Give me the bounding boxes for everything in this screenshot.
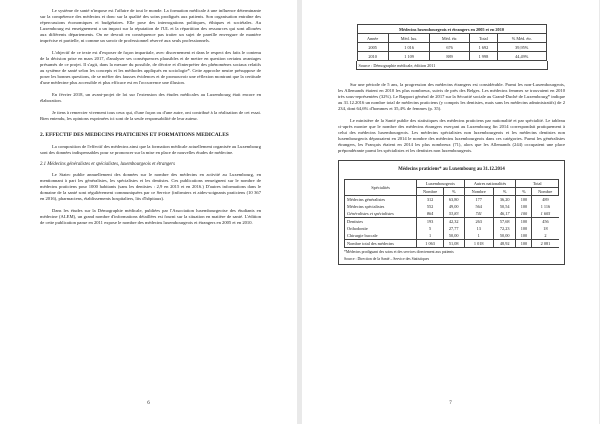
table-cell: 44,49% xyxy=(498,52,546,61)
table-cell: 49,00 xyxy=(443,203,464,210)
table-title: Médecins praticiens* au Luxembourg au 31.12.2014 xyxy=(398,167,505,172)
table-total-row xyxy=(345,240,559,248)
paragraph: Dans les études sur la Démographie médicale, publiées par l'Association luxembourgeoise des étudiants en médecine (ALEM), un grand nombre d'informations détaillées est fourni sur la situation en matière de santé. L'édition de cette publication parue en 2011 expose le nombre des médecins luxembourgeois et étrangers en 2005 et en 2010. xyxy=(40,208,261,225)
right-page xyxy=(302,0,599,424)
table-cell: 100 xyxy=(516,196,532,204)
page-number: 6 xyxy=(147,401,150,406)
table-cell: 552 xyxy=(417,203,444,210)
table-cell: Médecins généralistes xyxy=(345,196,417,204)
table-subheader: % xyxy=(516,188,532,196)
table-cell: 50,00 xyxy=(493,232,516,240)
table-header: Méd. étr. xyxy=(430,34,469,43)
table-cell: 46,17 xyxy=(493,210,516,218)
table-row xyxy=(345,210,559,218)
table-cell: 36,20 xyxy=(493,196,516,204)
table-header: Méd. lux. xyxy=(388,34,430,43)
table-header: % Méd. étr. xyxy=(498,34,546,43)
table-cell: 2010 xyxy=(357,52,388,61)
table-cell: 1 xyxy=(464,232,493,240)
table-cell: 456 xyxy=(532,218,559,226)
table-cell: 18 xyxy=(532,225,559,232)
paragraph: Sur une période de 5 ans, la progression des médecins étrangers est considérable. Parmi les non-Luxembourgeois, les Allemands étaient en 2010 les plus nombreux, suivis de près des Belges. Les médecins femmes se trouvaient en 2010 très sous-représentées (32%). Le Rapport général de 2017 sur la Sécurité sociale au Grand-Duché de Luxembourg* indique au 31.12.2016 un nombre total de médecins praticiens (y compris les dentistes, mais sans les médecins administratifs) de 2 234, dont 64,6% d'hommes et 35,4% de femmes (p. 35). xyxy=(338,82,565,111)
paragraph: En février 2018, un avant-projet de loi sur l'extension des études médicales au Luxembourg était encore en élaboration. xyxy=(40,92,261,103)
table-row xyxy=(345,232,559,240)
table-cell: 864 xyxy=(417,210,444,218)
table-header: Total xyxy=(516,180,559,188)
table-row xyxy=(345,196,559,204)
doctors-2005-2010-table xyxy=(357,24,547,61)
table-subheader: % xyxy=(443,188,464,196)
table-cell: 889 xyxy=(430,52,469,61)
table-header: Total xyxy=(469,34,497,43)
table-cell: Médecins spécialistes xyxy=(345,203,417,210)
table-cell: 100 xyxy=(516,218,532,226)
table-cell: 2 xyxy=(532,232,559,240)
table-cell: 1 109 xyxy=(388,52,430,61)
table-header: Autres nationalités xyxy=(464,180,516,188)
table-cell: 51,08 xyxy=(443,240,464,248)
table-cell: 57,68 xyxy=(493,218,516,226)
table-cell: 1 998 xyxy=(469,52,497,61)
paragraph: Le Statec publie annuellement des données sur le nombre des médecins en activité au Luxembourg, en mentionnant à part les généralistes, les spécialistes et les dentistes. Ces publications renseignent sur le nombre de médecins praticiens pour 1000 habitants (sans les dentistes : 2,9 en 2015 et en 2016.) D'autres informations dans le domaine de la santé sont régulièrement communiquées par ce Service (infirmiers et aides-soignants praticiens (10 367 en 2016), pharmaciens, établissements hospitaliers, lits d'hôpitaux). xyxy=(40,172,261,201)
table-source: Source : Démographie médicale, édition 2011 xyxy=(356,61,548,70)
table-cell: 39,95% xyxy=(498,43,546,52)
paragraph: Le système de santé n'impose est l'affaire de tout le monde. La formation médicale à une influence déterminante sur la compétence des médecins et donc sur la qualité des soins prodigués aux patients. Son organisation entraîne des répercussions économiques et budgétaires. Elle pose des interrogations politiques, éthiques et sociétales. Au Luxembourg est enseignement a un impact sur la réputation de l'UL et la répartition des ressources qui sont allouées aux différents départements. On ne devrait en conséquence pas traiter un sujet de pareille envergure de manière imprécise et partielle, ni comme un savoir de professionnel réservé aux seuls professionnels. xyxy=(40,8,261,43)
table-subheader: Nombre xyxy=(417,188,444,196)
table-cell: 100 xyxy=(516,225,532,232)
table-cell: Dentistes xyxy=(345,218,417,226)
table-row xyxy=(357,52,546,61)
table-row xyxy=(345,218,559,226)
table-row xyxy=(345,225,559,232)
table-cell: 489 xyxy=(532,196,559,204)
table-cell: 1 116 xyxy=(532,203,559,210)
table-cell: 1 xyxy=(417,232,444,240)
table-cell: 27,77 xyxy=(443,225,464,232)
paragraph: Le ministère de la Santé publie des statistiques des médecins praticiens par nationalité et par spécialité. Le tableau ci-après montre que le nombre des médecins étrangers exerçant au Luxembourg fin 2014 correspondait pratiquement à celui des médecins luxembourgeois. Les médecins spécialistes non luxembourgeois et les médecins dentistes non luxembourgeois dépassaient en 2014 le nombre des médecins luxembourgeois dans ces catégories. Parmi les généralistes étrangers, les Français étaient en 2014 les plus nombreux (71), alors que les Allemands (244) occupaient une place prépondérante parmi les spécialistes et les dentistes non luxembourgeois. xyxy=(338,118,565,153)
table-cell: 48,92 xyxy=(493,240,516,248)
paragraph: L'objectif de ce texte est d'exposer de façon impartiale, avec discernement et dans le respect des faits le contenu de la décision prise en mars 2017, d'analyser ses conséquences plausibles et de mettre en question certains avantages présumés de ce projet. Il s'agit, dans la mesure du possible, de décrire et d'interpréter des phénomènes sociaux relatifs au système de santé selon les concepts et les méthodes appliqués en sociologie*. Cette approche neutre présuppose de poser les bonnes questions, de se méfier des fausses évidences et de promouvoir une réflexion montrant que la certitude d'une médecine plus accessible et plus efficace est en l'occurrence une illusion. xyxy=(40,50,261,85)
table-cell: 312 xyxy=(417,196,444,204)
table-cell: 42,32 xyxy=(443,218,464,226)
left-page xyxy=(0,0,297,424)
table-cell: 177 xyxy=(464,196,493,204)
table-subheader: Nombre xyxy=(532,188,559,196)
table-subheader: % xyxy=(493,188,516,196)
subsection-heading: 2.1 Médecins généralistes et spécialistes, luxembourgeois et étrangers xyxy=(40,162,176,167)
table-cell: 50,54 xyxy=(493,203,516,210)
paragraph: Je tiens à remercier vivement tous ceux qui, d'une façon ou d'une autre, ont contribué à la réalisation de cet essai. Bien entendu, les opinions exprimées ici sont de la seule responsabilité de leur auteur. xyxy=(40,110,261,121)
table-header: Luxembourgeois xyxy=(417,180,464,188)
practitioners-2014-table xyxy=(344,179,559,248)
table-subheader: Nombre xyxy=(464,188,493,196)
table-cell: 100 xyxy=(516,232,532,240)
table-cell: 1 018 xyxy=(464,240,493,248)
table-cell: Orthodontie xyxy=(345,225,417,232)
practitioners-2014-table-box xyxy=(338,160,565,265)
table-cell: 1 605 xyxy=(532,210,559,218)
table-row xyxy=(357,43,546,52)
table-source: Source : Direction de la Santé – Service des Statistiques xyxy=(344,256,430,261)
table-cell: 100 xyxy=(516,210,532,218)
page-number: 7 xyxy=(449,401,452,406)
table-cell: 1 063 xyxy=(417,240,444,248)
table-cell: 2005 xyxy=(357,43,388,52)
table-title: Médecins luxembourgeois et étrangers en 2005 et en 2010 xyxy=(357,25,546,34)
table-header: Spécialités xyxy=(345,180,417,196)
table-cell: 2 081 xyxy=(532,240,559,248)
table-cell: 1 016 xyxy=(388,43,430,52)
table-cell: 741 xyxy=(464,210,493,218)
table-cell: 100 xyxy=(516,240,532,248)
table-cell: Nombre total des médecins xyxy=(345,240,417,248)
table-cell: Généralistes et spécialistes xyxy=(345,210,417,218)
table-cell: 50,00 xyxy=(443,232,464,240)
table-cell: 53,83 xyxy=(443,210,464,218)
table-row xyxy=(345,203,559,210)
table-cell: 263 xyxy=(464,218,493,226)
table-cell: 100 xyxy=(516,203,532,210)
table-cell: 5 xyxy=(417,225,444,232)
section-heading: 2. EFFECTIF DES MEDECINS PRATICIENS ET FORMATIONS MEDICALES xyxy=(40,132,229,138)
table-cell: 193 xyxy=(417,218,444,226)
table-cell: 676 xyxy=(430,43,469,52)
table-cell: Chirurgie buccale xyxy=(345,232,417,240)
table-cell: 13 xyxy=(464,225,493,232)
paragraph: La composition de l'effectif des médecins ainsi que la formation médicale actuellement organisée au Luxembourg sont des données indispensables pour se prononcer sur la mise en place de nouvelles études de médecine. xyxy=(40,144,262,155)
table-cell: 564 xyxy=(464,203,493,210)
table-note: *Médecins prodiguant des soins et des services directement aux patients xyxy=(344,250,454,254)
table-body xyxy=(345,196,559,240)
table-header: Année xyxy=(357,34,388,43)
table-cell: 72,23 xyxy=(493,225,516,232)
table-cell: 1 692 xyxy=(469,43,497,52)
table-cell: 63,80 xyxy=(443,196,464,204)
